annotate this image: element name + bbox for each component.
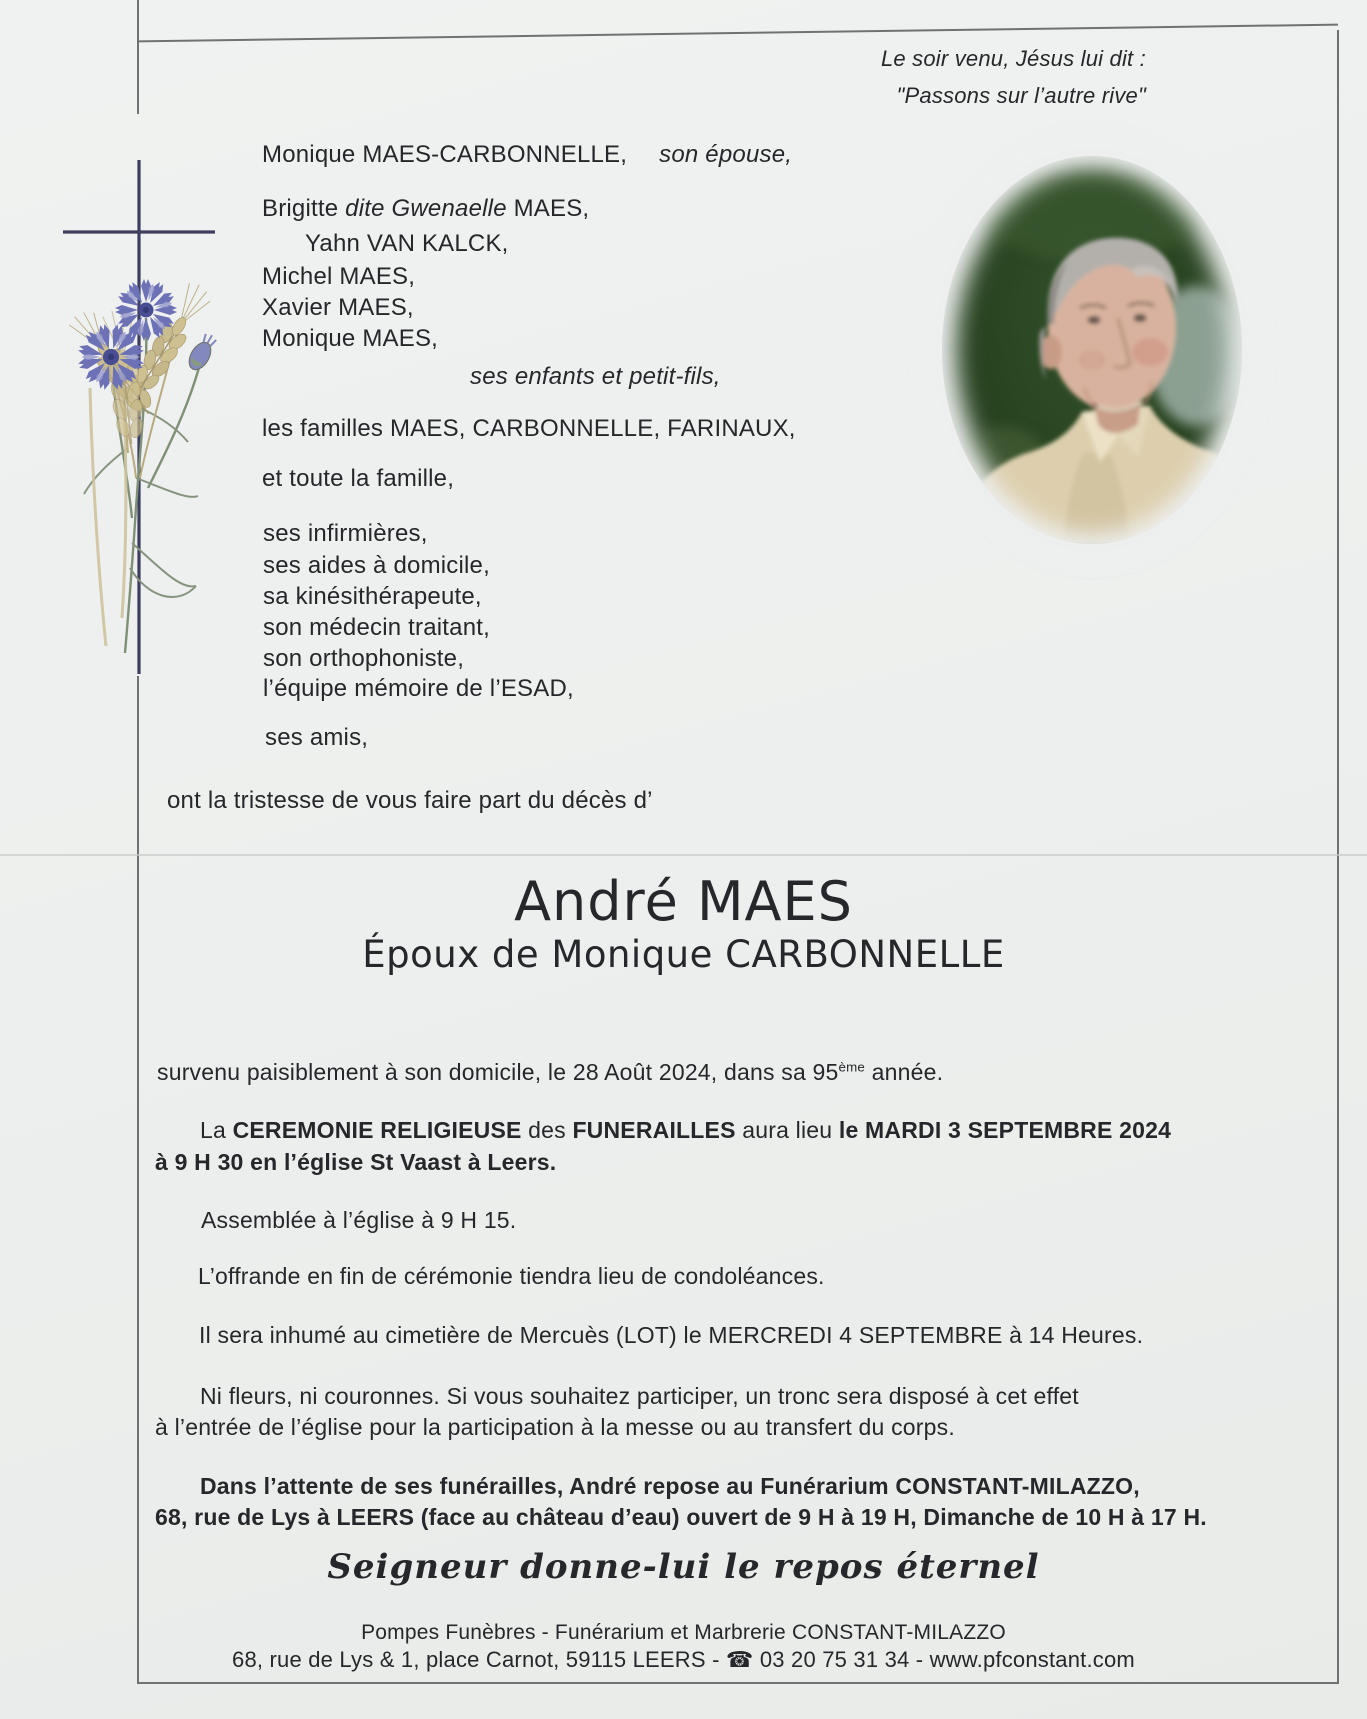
carer-line: l’équipe mémoire de l’ESAD, (263, 675, 574, 702)
families-line: les familles MAES, CARBONNELLE, FARINAUX, (262, 415, 796, 442)
ceremony-line-1: La CEREMONIE RELIGIEUSE des FUNERAILLES aura lieu le MARDI 3 SEPTEMBRE 2024 (200, 1117, 1172, 1143)
relative-line-yahn: Yahn VAN KALCK, (305, 230, 509, 257)
relative-line-michel: Michel MAES, (262, 263, 416, 290)
whole-family-line: et toute la famille, (262, 465, 455, 492)
funeral-home-name: Pompes Funèbres - Funérarium et Marbrerie CONSTANT-MILAZZO (361, 1621, 1006, 1644)
repose-line-1: Dans l’attente de ses funérailles, André repose au Funérarium CONSTANT-MILAZZO, (200, 1473, 1140, 1499)
ceremony-line-2: à 9 H 30 en l’église St Vaast à Leers. (155, 1149, 557, 1175)
relative-line-spouse (262, 140, 792, 170)
flowers-line-1: Ni fleurs, ni couronnes. Si vous souhaitez participer, un tronc sera disposé à cet effet (200, 1383, 1079, 1409)
frame-border-bottom (137, 1682, 1339, 1684)
relative-line-monique: Monique MAES, (262, 325, 439, 352)
paper-fold-line (0, 854, 1367, 856)
funeral-home-contact: 68, rue de Lys & 1, place Carnot, 59115 LEERS - ☎ 03 20 75 31 34 - www.pfconstant.com (232, 1647, 1135, 1672)
frame-border-left-top-segment (137, 0, 139, 114)
relation-children: ses enfants et petit-fils, (470, 363, 721, 390)
carer-line: son orthophoniste, (263, 645, 465, 672)
relative-line-brigitte: Brigitte dite Gwenaelle MAES, (262, 195, 590, 222)
deceased-subtitle: Époux de Monique CARBONNELLE (362, 933, 1005, 976)
offering-line: L’offrande en fin de cérémonie tiendra lieu de condoléances. (198, 1263, 825, 1289)
phone-bell-icon: ☎ (725, 1647, 754, 1672)
relative-line-xavier: Xavier MAES, (262, 294, 414, 321)
death-line: survenu paisiblement à son domicile, le 28 Août 2024, dans sa 95ème année. (157, 1059, 944, 1085)
deceased-name: André MAES (514, 870, 853, 933)
carer-line: son médecin traitant, (263, 614, 490, 641)
flowers-line-2: à l’entrée de l’église pour la participation à la messe ou au transfert du corps. (155, 1414, 955, 1440)
frame-border-right (1337, 30, 1339, 1684)
carer-line: ses infirmières, (263, 520, 428, 547)
scripture-quote-line1: Le soir venu, Jésus lui dit : (880, 46, 1146, 71)
assembly-line: Assemblée à l’église à 9 H 15. (201, 1207, 517, 1233)
announcement-line: ont la tristesse de vous faire part du décès d’ (167, 787, 653, 814)
friends-line: ses amis, (265, 724, 369, 751)
cross-and-flowers-illustration (28, 148, 268, 708)
frame-border-left (137, 676, 139, 1684)
blessing-line: Seigneur donne-lui le repos éternel (327, 1547, 1040, 1587)
spouse-relation: son épouse, (659, 141, 793, 168)
portrait-photo (942, 156, 1242, 544)
spouse-name: Monique MAES-CARBONNELLE, (262, 141, 628, 168)
carer-line: sa kinésithérapeute, (263, 583, 482, 610)
carer-line: ses aides à domicile, (263, 552, 490, 579)
burial-line: Il sera inhumé au cimetière de Mercuès (LOT) le MERCREDI 4 SEPTEMBRE à 14 Heures. (199, 1322, 1144, 1348)
scripture-quote-line2: "Passons sur l’autre rive" (896, 83, 1146, 109)
repose-line-2: 68, rue de Lys à LEERS (face au château d’eau) ouvert de 9 H à 19 H, Dimanche de 10 H à 17 H. (155, 1504, 1207, 1530)
flower-bud (185, 331, 220, 374)
scripture-quote (700, 40, 1146, 115)
